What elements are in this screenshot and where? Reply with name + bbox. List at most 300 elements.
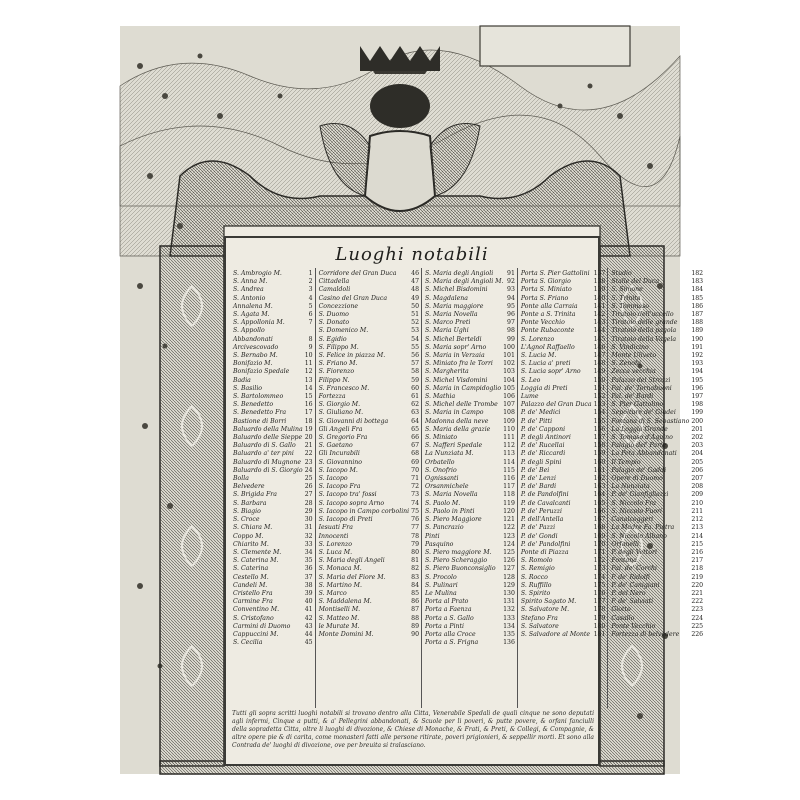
entry-number: 30: [304, 516, 313, 524]
index-entry: [521, 303, 605, 311]
entry-name: S. Nafferi Spedale: [425, 442, 483, 450]
index-entry: [521, 434, 605, 442]
index-entry: [611, 508, 703, 516]
entry-number: 139: [593, 286, 606, 294]
entry-name: S. Paolo M.: [425, 499, 461, 507]
entry-number: 112: [503, 442, 515, 450]
index-entry: [611, 467, 703, 475]
entry-number: 89: [411, 622, 420, 630]
index-entry: [521, 574, 605, 582]
entry-number: 22: [304, 450, 313, 458]
index-entry: [611, 475, 703, 483]
index-entry: [425, 491, 515, 499]
entry-number: 16: [304, 401, 313, 409]
index-entry: [521, 606, 605, 614]
entry-number: 143: [593, 319, 606, 327]
entry-name: Studio: [611, 270, 632, 277]
index-entry: [319, 565, 419, 573]
entry-name: Palazzo del Strozzi: [611, 376, 671, 384]
entry-number: 109: [503, 417, 515, 425]
index-entry: [425, 344, 515, 352]
entry-name: P. de' Pitti: [520, 417, 553, 425]
entry-number: 190: [691, 335, 704, 343]
entry-name: S. Friano M.: [318, 360, 358, 368]
entry-number: 86: [411, 598, 420, 606]
entry-name: P. de' Peruzzi: [520, 507, 563, 515]
entry-number: 123: [503, 532, 515, 540]
entry-name: S. Maria sopr' Arno: [425, 343, 487, 351]
index-entry: [521, 368, 605, 376]
entry-number: 144: [593, 327, 606, 335]
index-entry: [319, 426, 419, 434]
index-entry: [319, 541, 419, 549]
entry-number: 107: [503, 401, 515, 409]
index-entry: [611, 352, 703, 360]
index-entry: [521, 311, 605, 319]
index-entry: [611, 295, 703, 303]
entry-name: La Madre Fa. Pietra: [611, 524, 675, 532]
index-entry: [319, 344, 419, 352]
entry-number: 120: [503, 507, 515, 515]
index-entry: [425, 467, 515, 475]
entry-number: 174: [593, 573, 606, 581]
index-entry: [319, 295, 419, 303]
entry-name: Tiratoio dell'uccello: [611, 311, 674, 319]
index-entry: [521, 401, 605, 409]
entry-name: Cappuccini M.: [233, 630, 279, 638]
index-entry: [319, 598, 419, 606]
entry-number: 173: [593, 565, 606, 573]
entry-name: Carmini di Duomo: [233, 622, 291, 630]
entry-name: Carmine Fra: [233, 598, 273, 606]
entry-name: S. Ruffillo: [520, 581, 552, 589]
entry-name: Fontana di S. Sebastiano: [611, 417, 690, 425]
entry-name: S. Iacopo in Campo corbolini: [318, 507, 410, 515]
index-entry: [521, 270, 605, 278]
entry-name: le Murate M.: [318, 622, 360, 630]
index-entry: [611, 319, 703, 327]
entry-name: S. Zenobi: [611, 360, 641, 368]
entry-name: S. Pancrazio: [425, 524, 464, 532]
index-entry: [521, 516, 605, 524]
index-entry: [611, 516, 703, 524]
index-entry: [521, 491, 605, 499]
entry-name: Iesuati Fra: [318, 524, 353, 532]
index-entry: [521, 557, 605, 565]
index-entry: [611, 418, 703, 426]
index-entry: [521, 524, 605, 532]
index-entry: [233, 401, 313, 409]
entry-number: 115: [503, 466, 515, 474]
entry-number: 46: [411, 270, 420, 277]
entry-number: 53: [411, 327, 420, 335]
entry-name: S. Leo: [520, 376, 541, 384]
entry-name: S. Miniato: [425, 434, 458, 442]
entry-number: 82: [411, 565, 420, 573]
entry-number: 71: [411, 475, 420, 483]
index-entry: [233, 533, 313, 541]
entry-number: 214: [691, 532, 704, 540]
entry-name: Pal. de' Corchi: [611, 565, 657, 573]
index-entry: [425, 615, 515, 623]
index-entry: [233, 319, 313, 327]
index-entry: [611, 360, 703, 368]
index-entry: [233, 549, 313, 557]
entry-number: 203: [691, 442, 704, 450]
index-entry: [425, 574, 515, 582]
entry-number: 38: [304, 581, 313, 589]
index-entry: [521, 450, 605, 458]
entry-name: Tiratoio della pagola: [611, 327, 677, 335]
entry-name: Chiarito M.: [233, 540, 269, 548]
index-entry: [425, 311, 515, 319]
entry-name: S. Chiara M.: [233, 524, 273, 532]
entry-name: Cestello M.: [233, 573, 269, 581]
entry-name: Porta S. Pier Gattolini: [520, 270, 590, 277]
entry-number: 175: [593, 581, 606, 589]
entry-number: 222: [691, 598, 704, 606]
entry-name: Bastione di Borri: [233, 417, 287, 425]
entry-number: 167: [593, 516, 606, 524]
entry-number: 141: [593, 302, 606, 310]
entry-number: 67: [411, 442, 420, 450]
index-entry: [425, 377, 515, 385]
entry-name: S. Anna M.: [233, 278, 268, 286]
index-column-1: [230, 268, 316, 708]
index-entry: [319, 524, 419, 532]
index-entry: [521, 409, 605, 417]
index-entry: [425, 327, 515, 335]
entry-name: Arcivescovado: [233, 343, 279, 351]
entry-name: S. Iacopo di Preti: [318, 516, 373, 524]
index-entry: [521, 500, 605, 508]
index-entry: [319, 401, 419, 409]
entry-number: 90: [411, 630, 420, 638]
index-columns: [230, 268, 704, 708]
index-entry: [611, 631, 703, 639]
entry-name: Canalcoggeri: [611, 516, 654, 524]
entry-name: Gli Incurabili: [318, 450, 360, 458]
index-entry: [521, 344, 605, 352]
entry-number: 39: [304, 589, 313, 597]
entry-name: S. Maria maggiore: [425, 302, 484, 310]
index-entry: [233, 352, 313, 360]
entry-name: S. Benedetto Fra: [233, 409, 287, 417]
index-entry: [233, 270, 313, 278]
entry-number: 121: [503, 516, 515, 524]
entry-name: S. Piero Maggiore: [425, 516, 482, 524]
entry-number: 31: [304, 524, 313, 532]
entry-name: S. Egidio: [318, 335, 347, 343]
index-entry: [319, 459, 419, 467]
entry-number: 206: [691, 466, 704, 474]
index-entry: [319, 368, 419, 376]
entry-number: 154: [593, 409, 606, 417]
entry-number: 116: [503, 475, 515, 483]
entry-name: S. Duomo: [318, 311, 349, 319]
entry-number: 25: [304, 475, 313, 483]
entry-number: 155: [593, 417, 606, 425]
entry-name: Porta al Prato: [425, 598, 469, 606]
index-entry: [611, 327, 703, 335]
entry-number: 11: [304, 360, 313, 368]
index-entry: [521, 327, 605, 335]
entry-name: Filippo N.: [318, 376, 350, 384]
index-entry: [233, 606, 313, 614]
entry-number: 19: [304, 425, 313, 433]
entry-number: 127: [503, 565, 515, 573]
index-entry: [521, 508, 605, 516]
entry-name: S. Onofrio: [425, 466, 457, 474]
entry-number: 4: [308, 294, 313, 302]
entry-name: S. Monaca M.: [318, 565, 362, 573]
entry-name: Porta a Faenza: [425, 606, 472, 614]
entry-number: 131: [503, 598, 515, 606]
entry-number: 28: [304, 499, 313, 507]
entry-number: 210: [691, 499, 704, 507]
index-entry: [611, 442, 703, 450]
entry-name: Tiratoio della Vagela: [611, 335, 677, 343]
index-entry: [233, 631, 313, 639]
entry-number: 185: [691, 294, 704, 302]
index-entry: [425, 442, 515, 450]
entry-number: 204: [691, 450, 704, 458]
entry-number: 136: [503, 639, 515, 647]
entry-name: S. Miniato fra le Torri: [425, 360, 493, 368]
index-entry: [425, 278, 515, 286]
entry-number: 134: [503, 622, 515, 630]
entry-name: S. Appollonia M.: [233, 319, 285, 327]
entry-number: 191: [691, 343, 704, 351]
entry-number: 208: [691, 483, 704, 491]
index-entry: [425, 270, 515, 278]
entry-name: Zecca vecchia: [611, 368, 656, 376]
entry-number: 21: [304, 442, 313, 450]
entry-name: Palagio de' Gaddi: [611, 466, 667, 474]
entry-name: Il Tempio: [611, 458, 641, 466]
entry-number: 72: [411, 483, 420, 491]
entry-name: Fontana: [611, 557, 637, 565]
entry-name: Monte Domini M.: [318, 630, 374, 638]
entry-number: 176: [593, 589, 606, 597]
entry-number: 200: [691, 417, 704, 425]
index-entry: [425, 385, 515, 393]
entry-name: S. Giovanni di bottega: [318, 417, 389, 425]
entry-number: 15: [304, 393, 313, 401]
entry-name: Corridore del Gran Duca: [318, 270, 397, 277]
entry-name: Badia: [233, 376, 251, 384]
index-entry: [521, 541, 605, 549]
entry-name: P. degli Vettori: [611, 548, 657, 556]
entry-number: 151: [593, 384, 606, 392]
index-entry: [319, 500, 419, 508]
index-title: Luoghi notabili: [335, 244, 489, 265]
index-entry: [425, 434, 515, 442]
entry-name: S. Cecilia: [233, 639, 263, 647]
entry-number: 124: [503, 540, 515, 548]
index-entry: [319, 475, 419, 483]
entry-name: S. Lucia a' preti: [520, 360, 571, 368]
entry-name: P. de' Bei: [520, 466, 550, 474]
entry-number: 101: [503, 352, 515, 360]
entry-name: S. Luca M.: [318, 548, 353, 556]
entry-name: S. Lucia sopr' Arno: [520, 368, 581, 376]
entry-number: 171: [593, 548, 606, 556]
entry-name: P. de Cavalcanti: [520, 499, 571, 507]
entry-name: Opere di Duomo: [611, 475, 663, 483]
index-entry: [319, 409, 419, 417]
index-entry: [233, 491, 313, 499]
entry-name: Casallo: [611, 614, 635, 622]
entry-number: 133: [503, 614, 515, 622]
legend-text: Tutti gli sopra scritti luoghi notabili si trovano dentro alla Citta, Venerabile Spedali de quali cinque ne sono deputati agli infermi, Cinque a putti, & a' Pellegrini abbandonati, & Scuole per li poveri, & putte povere, & orfani fanciulli della sopradetta Citta, oltre li luoghi di divozione, & Chiese di Monache, & Frati, & Preti, & Collegi, & Compagnie, & altre opere pie & di carita, come monasteri fatti alle persone ritirate, poveri prigionieri, & seppellir morti. Et sono alla Contrada de' luoghi di divozione, ove per breuita si tralasciano.: [232, 710, 594, 749]
entry-number: 130: [503, 589, 515, 597]
index-entry: [233, 475, 313, 483]
entry-name: S. Bernabo M.: [233, 352, 278, 360]
entry-number: 142: [593, 311, 606, 319]
entry-name: Palagio del' Parte: [611, 442, 667, 450]
entry-name: S. Marco: [318, 589, 347, 597]
index-entry: [425, 352, 515, 360]
entry-name: Coppo M.: [233, 532, 264, 540]
entry-number: 125: [503, 548, 515, 556]
entry-number: [311, 327, 313, 335]
entry-name: Baluardo di S. Gallo: [233, 442, 296, 450]
index-entry: [611, 565, 703, 573]
entry-name: Cristello Fra: [233, 589, 273, 597]
entry-number: 220: [691, 581, 704, 589]
index-entry: [521, 286, 605, 294]
index-entry: [233, 516, 313, 524]
entry-number: 164: [593, 491, 606, 499]
entry-name: S. Michel Bisdomini: [425, 286, 488, 294]
index-entry: [319, 508, 419, 516]
entry-number: 75: [411, 507, 420, 515]
entry-number: 41: [304, 606, 313, 614]
entry-name: S. Felice in piazza M.: [318, 352, 386, 360]
entry-number: 158: [593, 442, 606, 450]
entry-number: 100: [503, 343, 515, 351]
entry-number: 88: [411, 614, 420, 622]
index-entry: [521, 582, 605, 590]
index-entry: [611, 615, 703, 623]
entry-name: S. Donato: [318, 319, 350, 327]
entry-number: 49: [411, 294, 420, 302]
entry-name: S. Ambrogio M.: [233, 270, 282, 277]
index-entry: [233, 385, 313, 393]
entry-number: 225: [691, 622, 704, 630]
entry-number: 179: [593, 614, 606, 622]
index-entry: [611, 491, 703, 499]
index-entry: [319, 319, 419, 327]
entry-name: S. Basilio: [233, 384, 263, 392]
entry-number: 73: [411, 491, 420, 499]
index-entry: [521, 352, 605, 360]
index-entry: [425, 426, 515, 434]
index-entry: [611, 541, 703, 549]
entry-number: 198: [691, 401, 704, 409]
index-entry: [425, 319, 515, 327]
entry-number: 168: [593, 524, 606, 532]
index-entry: [233, 500, 313, 508]
entry-number: 7: [308, 319, 313, 327]
entry-number: 83: [411, 573, 420, 581]
entry-number: 33: [304, 540, 313, 548]
entry-name: Pinti: [425, 532, 440, 540]
entry-name: P. de' Rucellai: [520, 442, 565, 450]
index-entry: [425, 631, 515, 639]
index-entry: [611, 311, 703, 319]
entry-number: 202: [691, 434, 704, 442]
index-entry: [319, 385, 419, 393]
index-entry: [233, 557, 313, 565]
index-entry: [319, 582, 419, 590]
entry-name: La Nunziata: [611, 483, 650, 491]
entry-name: Spirito Sagato M.: [520, 598, 577, 606]
index-entry: [425, 549, 515, 557]
entry-name: P. de' Salviati: [611, 598, 654, 606]
entry-number: 74: [411, 499, 420, 507]
entry-name: S. Andrea: [233, 286, 264, 294]
index-entry: [319, 516, 419, 524]
index-entry: [521, 426, 605, 434]
entry-name: S. Magdalena: [425, 294, 468, 302]
index-entry: [233, 467, 313, 475]
index-entry: [425, 541, 515, 549]
entry-name: S. Lorenzo: [520, 335, 555, 343]
entry-number: 54: [411, 335, 420, 343]
entry-number: 132: [503, 606, 515, 614]
entry-number: 189: [691, 327, 704, 335]
entry-name: S. Maria degli Angioli M.: [425, 278, 504, 286]
entry-name: Ponte Vecchio: [520, 319, 565, 327]
entry-number: 70: [411, 466, 420, 474]
entry-number: 44: [304, 630, 313, 638]
entry-name: Orsanmichele: [425, 483, 469, 491]
index-entry: [425, 533, 515, 541]
entry-name: Gli Angeli Fra: [318, 425, 363, 433]
index-entry: [425, 295, 515, 303]
entry-name: S. Maria in Campo: [425, 409, 484, 417]
entry-number: 166: [593, 507, 606, 515]
entry-name: P. de' Ridolfi: [611, 573, 650, 581]
index-entry: [425, 475, 515, 483]
entry-name: S. Matteo M.: [318, 614, 360, 622]
index-entry: [521, 385, 605, 393]
entry-name: S. Mathia: [425, 393, 456, 401]
index-entry: [611, 303, 703, 311]
entry-number: 140: [593, 294, 606, 302]
index-entry: [233, 426, 313, 434]
index-entry: [425, 598, 515, 606]
entry-name: Bonifazio Spedale: [233, 368, 290, 376]
entry-number: 13: [304, 376, 313, 384]
entry-name: Pal. de' Tornabuoni: [611, 384, 672, 392]
entry-name: S. Trinita: [611, 294, 641, 302]
entry-name: Porta a S. Frigna: [425, 639, 479, 647]
entry-name: L'Agnol Raffaello: [520, 343, 575, 351]
entry-name: S. Vindicino: [611, 343, 649, 351]
entry-name: S. Giovannino: [318, 458, 363, 466]
engraving-sheet: [120, 26, 704, 774]
entry-name: S. Maria degli Angioli: [425, 270, 494, 277]
index-entry: [319, 360, 419, 368]
entry-name: Porta S. Giorgio: [520, 278, 571, 286]
index-entry: [611, 533, 703, 541]
entry-name: S. Maria del Fiore M.: [318, 573, 386, 581]
index-entry: [425, 368, 515, 376]
entry-number: 219: [691, 573, 704, 581]
